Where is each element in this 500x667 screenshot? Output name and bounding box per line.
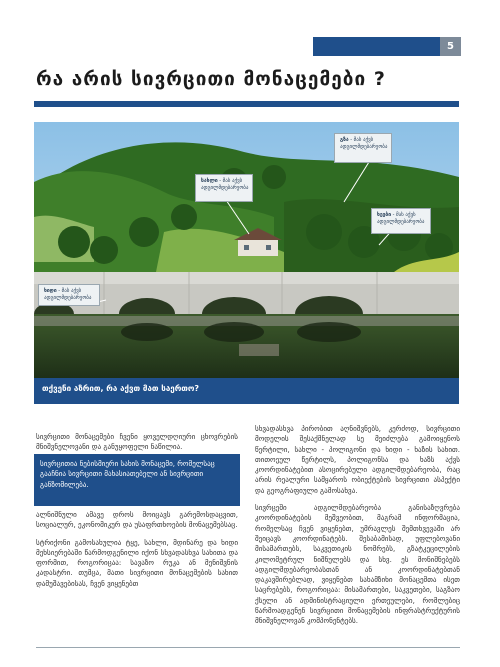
page-title: რა არის სივრცითი მონაცემები ? (36, 68, 386, 90)
callout-road: გზა - მას აქვს ადგილმდებარეობა (334, 133, 392, 163)
title-underline (34, 101, 459, 107)
paragraph-representation: სტრიქონი გამოსახულია ტყე, სახლი, მდინარე და ხიდი მეხსიერებაში წარმოდგენილი იქონ სხვადასხვა სახითა და ფორმით, როგორიცაა: სავაზო რუკა ან მენიშვნის კადასტრი. თუმცა, მათი სივრცითი მონაცემების სახით დამუშავებისას, ჩვენ ვიყენებთ (36, 537, 238, 588)
callout-bridge: ხიდი - მას აქვს ადგილმდებარეობა (38, 284, 100, 306)
callout-trees: ხეები - მას აქვს ადგილმდებარეობა (371, 208, 431, 234)
header-bar (313, 37, 461, 56)
landscape-photo (34, 122, 459, 378)
page-number: 5 (440, 37, 461, 56)
definition-box: სივრცითია ნებისმიერი სახის მონაცემი, რომელსაც გააჩნია სივრცითი მახასიათებელი ან სივრცითი განზომილება. (34, 454, 240, 506)
callout-house: სახლი - მას აქვს ადგილმდებარეობა (195, 174, 253, 202)
photo-caption: თქვენი აზრით, რა აქვთ მათ საერთო? (42, 384, 200, 393)
footer-rule (36, 647, 460, 648)
intro-paragraph: სივრცითი მონაცემები ჩვენი ყოველდღიური ცხოვრების მნიშვნელოვანი და განუყოფელი ნაწილია. (36, 432, 238, 452)
right-column (255, 424, 460, 634)
paragraph-data-types: ალნიშნული ამავე დროს მოიცავს გარემოსდაცვით, სოციალურ, ეკონომიკურ და უსაფრთხოების მონაცემებსაც. (36, 510, 238, 530)
paragraph-location: სივრცეში ადგილმდებარეობა განისაზღვრება კოორდინატების მეშვეობით, მაგრამ ინფორმაცია, რომელსაც ჩვენ ვიყენებთ, უმრავლეს შემთხვევაში არ შეიცავს კოორდინატებს. შესაბამისად, უფლებოვანი მისამართებს, საკვეთიკის ნომრებს, გზატკეცილების კილომეტრულ ნიშნულებს და სხვ. ეს მონიშნებებს ადგილმდებარეობასთან ან კოორდინატებთან დაკავშირებლად, ვიყენებთ სახამზიხი მონაცემთა ისეთ საცრებებს, როგორიცაა: მისამართები, საკვეთები, საგზაო ქსელი ან ადმინისტრაციული ერთეულები, რომლებიც წარმოადგენენ სივრცითი მონაცემების ინფრასტრუქტურის მნიშვნელოვან კომპონენტებს. (255, 503, 460, 626)
paragraph-symbols: სხვადასხვა პირობით აღნიშვნებს, კერძოდ, სივრცითი მოდელის შესაქმნელად სე მეიძლება გამოიყენოს წერტილი, სახლი - პოლიგონი და ხიდი - ხაზის სახით. თითოეულ წერტილს, პოლიგონსა და ხაზს აქვს კოორდინატებით ასოცირებული ადგილმდებარეობა, რაც არის რეალური სამყაროს ობიექტების სივრცითი ასპექტი და გეოგრაფიული გამოსახვა. (255, 424, 460, 495)
photo-illustration (34, 122, 459, 378)
photo-caption-bar (34, 378, 459, 404)
left-column-continued (36, 510, 238, 596)
